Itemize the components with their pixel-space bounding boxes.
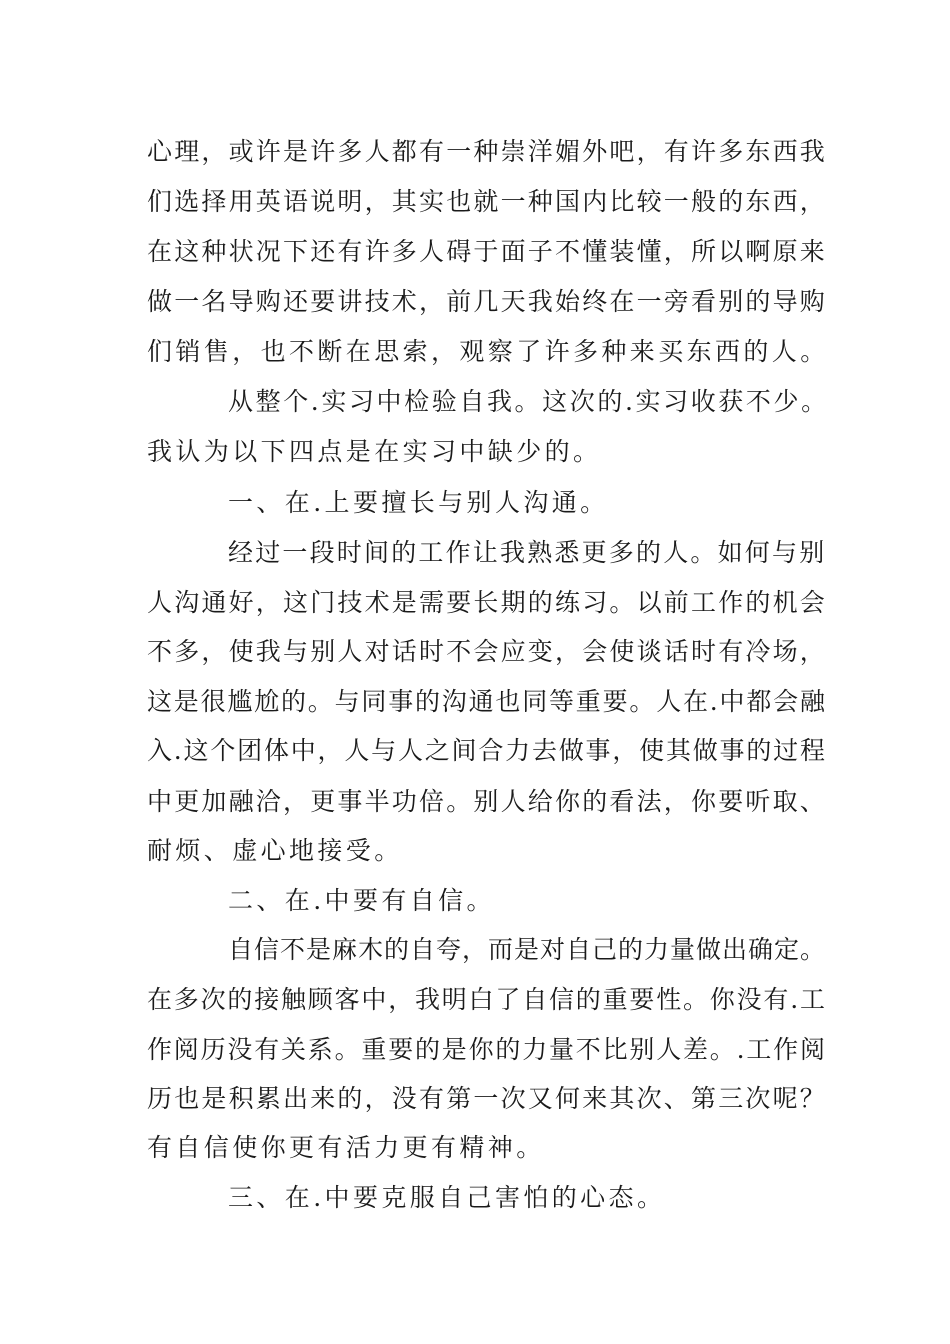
text-line: 从整个.实习中检验自我。这次的.实习收获不少。 <box>228 387 829 416</box>
text-line: 有自信使你更有活力更有精神。 <box>147 1133 545 1162</box>
text-line: 不多，使我与别人对话时不会应变，会使谈话时有冷场， <box>147 637 828 666</box>
section-heading: 三、在.中要克服自己害怕的心态。 <box>228 1183 666 1212</box>
text-line: 入.这个团体中，人与人之间合力去做事，使其做事的过程 <box>147 736 827 765</box>
text-line: 在多次的接触顾客中，我明白了自信的重要性。你没有.工 <box>147 985 827 1014</box>
text-line: 中更加融洽，更事半功倍。别人给你的看法，你要听取、 <box>147 787 828 816</box>
text-line: 这是很尴尬的。与同事的沟通也同等重要。人在.中都会融 <box>147 687 827 716</box>
section-heading: 一、在.上要擅长与别人沟通。 <box>228 488 609 517</box>
text-line: 自信不是麻木的自夸，而是对自己的力量做出确定。 <box>228 935 827 964</box>
text-line: 们选择用英语说明，其实也就一种国内比较一般的东西， <box>147 187 828 216</box>
text-line: 心理，或许是许多人都有一种崇洋媚外吧，有许多东西我 <box>147 137 828 166</box>
text-line: 人沟通好，这门技术是需要长期的练习。以前工作的机会 <box>147 588 828 617</box>
text-line: 作阅历没有关系。重要的是你的力量不比别人差。.工作阅 <box>147 1035 827 1064</box>
text-line: 们销售，也不断在思索，观察了许多种来买东西的人。 <box>147 337 829 366</box>
text-line: 历也是积累出来的，没有第一次又何来其次、第三次呢？ <box>147 1084 828 1113</box>
section-heading: 二、在.中要有自信。 <box>228 886 495 915</box>
text-line: 我认为以下四点是在实习中缺少的。 <box>147 437 602 466</box>
text-line: 耐烦、虚心地接受。 <box>147 836 403 865</box>
text-line: 在这种状况下还有许多人碍于面子不懂装懂，所以啊原来 <box>147 237 828 266</box>
text-line: 做一名导购还要讲技术，前几天我始终在一旁看别的导购 <box>147 287 828 316</box>
text-line: 经过一段时间的工作让我熟悉更多的人。如何与别 <box>228 538 827 567</box>
